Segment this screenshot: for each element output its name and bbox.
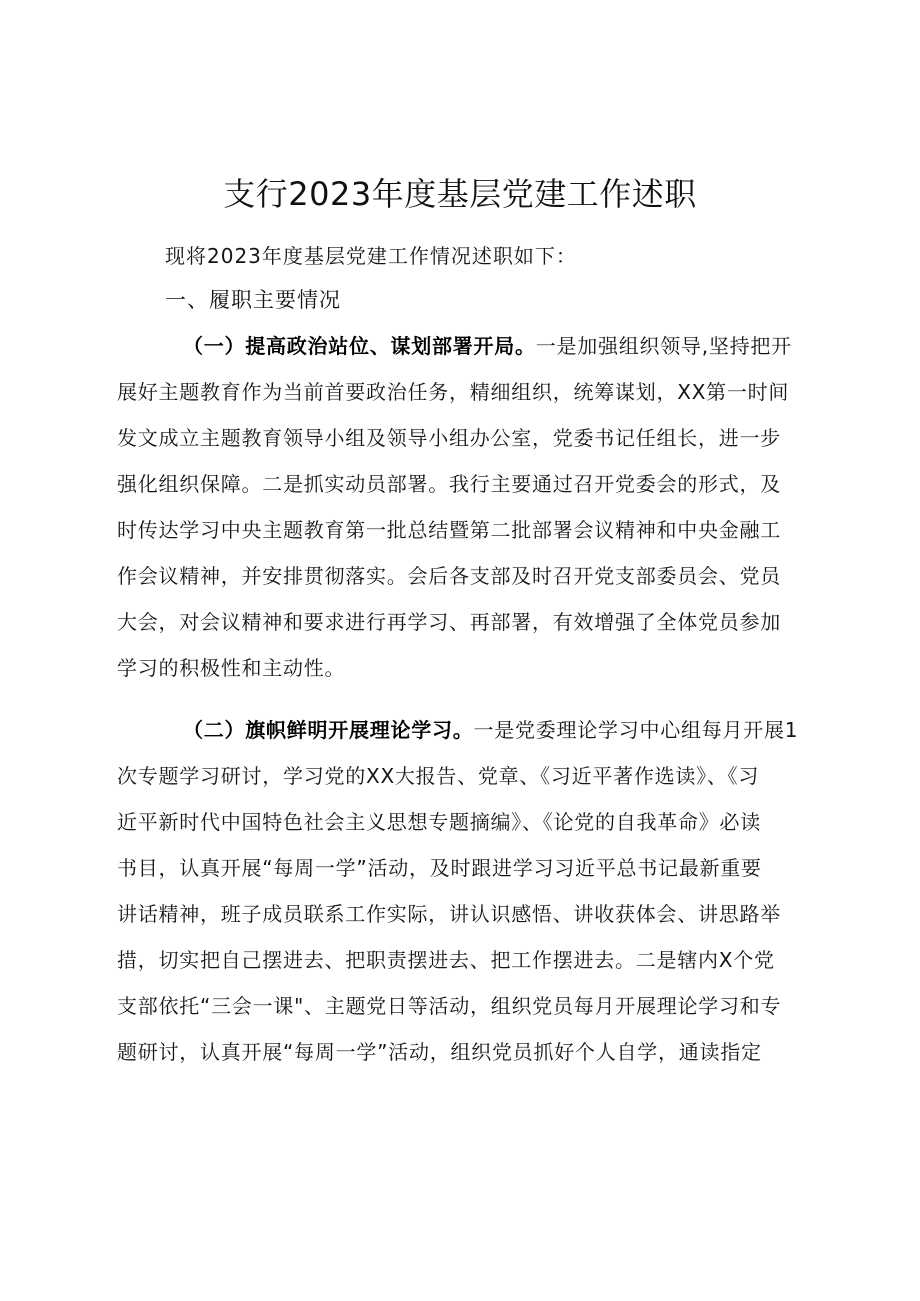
paragraph-line: 次专题学习研讨，学习党的XX大报告、党章、《习近平著作选读》、《习 <box>117 764 760 788</box>
paragraph-line: 学习的积极性和主动性。 <box>117 656 346 680</box>
paragraph-line: 支部依托“三会一课"、主题党日等活动，组织党员每月开展理论学习和专 <box>117 994 782 1018</box>
document-title: 支行2023年度基层党建工作述职 <box>223 175 697 213</box>
paragraph-line <box>117 707 827 753</box>
paragraph-line: 近平新时代中国特色社会主义思想专题摘编》、《论党的自我革命》必读 <box>117 810 761 834</box>
section-heading: 一、履职主要情况 <box>165 288 341 312</box>
intro-sentence: 现将2023年度基层党建工作情况述职如下： <box>165 244 577 268</box>
paragraph-line: 讲话精神，班子成员联系工作实际，讲认识感悟、讲收获体会、讲思路举 <box>117 902 781 926</box>
paragraph-line: 书目，认真开展“每周一学”活动，及时跟进学习习近平总书记最新重要 <box>117 856 762 880</box>
paragraph-line: 题研讨，认真开展“每周一学”活动，组织党员抓好个人自学，通读指定 <box>117 1040 762 1064</box>
paragraph-text: 一是加强组织领导,坚持把开 <box>535 334 792 358</box>
paragraph-line: 强化组织保障。二是抓实动员部署。我行主要通过召开党委会的形式，及 <box>117 472 781 496</box>
paragraph-text: 一是党委理论学习中心组每月开展1 <box>473 718 799 742</box>
paragraph-line <box>117 323 827 369</box>
paragraph-line: 大会，对会议精神和要求进行再学习、再部署，有效增强了全体党员参加 <box>117 610 781 634</box>
paragraph-1 <box>117 323 827 691</box>
paragraph-2 <box>117 707 827 1075</box>
paragraph-line: 作会议精神，并安排贯彻落实。会后各支部及时召开党支部委员会、党员 <box>117 564 781 588</box>
paragraph-line: 时传达学习中央主题教育第一批总结暨第二批部署会议精神和中央金融工 <box>117 518 781 542</box>
paragraph-lead: （一）提高政治站位、谋划部署开局。 <box>183 334 536 358</box>
paragraph-lead: （二）旗帜鲜明开展理论学习。 <box>183 718 474 742</box>
paragraph-line: 措，切实把自己摆进去、把职责摆进去、把工作摆进去。二是辖内X个党 <box>117 948 775 972</box>
paragraph-line: 展好主题教育作为当前首要政治任务，精细组织，统筹谋划，XX第一时间 <box>117 380 790 404</box>
paragraph-line: 发文成立主题教育领导小组及领导小组办公室，党委书记任组长，进一步 <box>117 426 781 450</box>
